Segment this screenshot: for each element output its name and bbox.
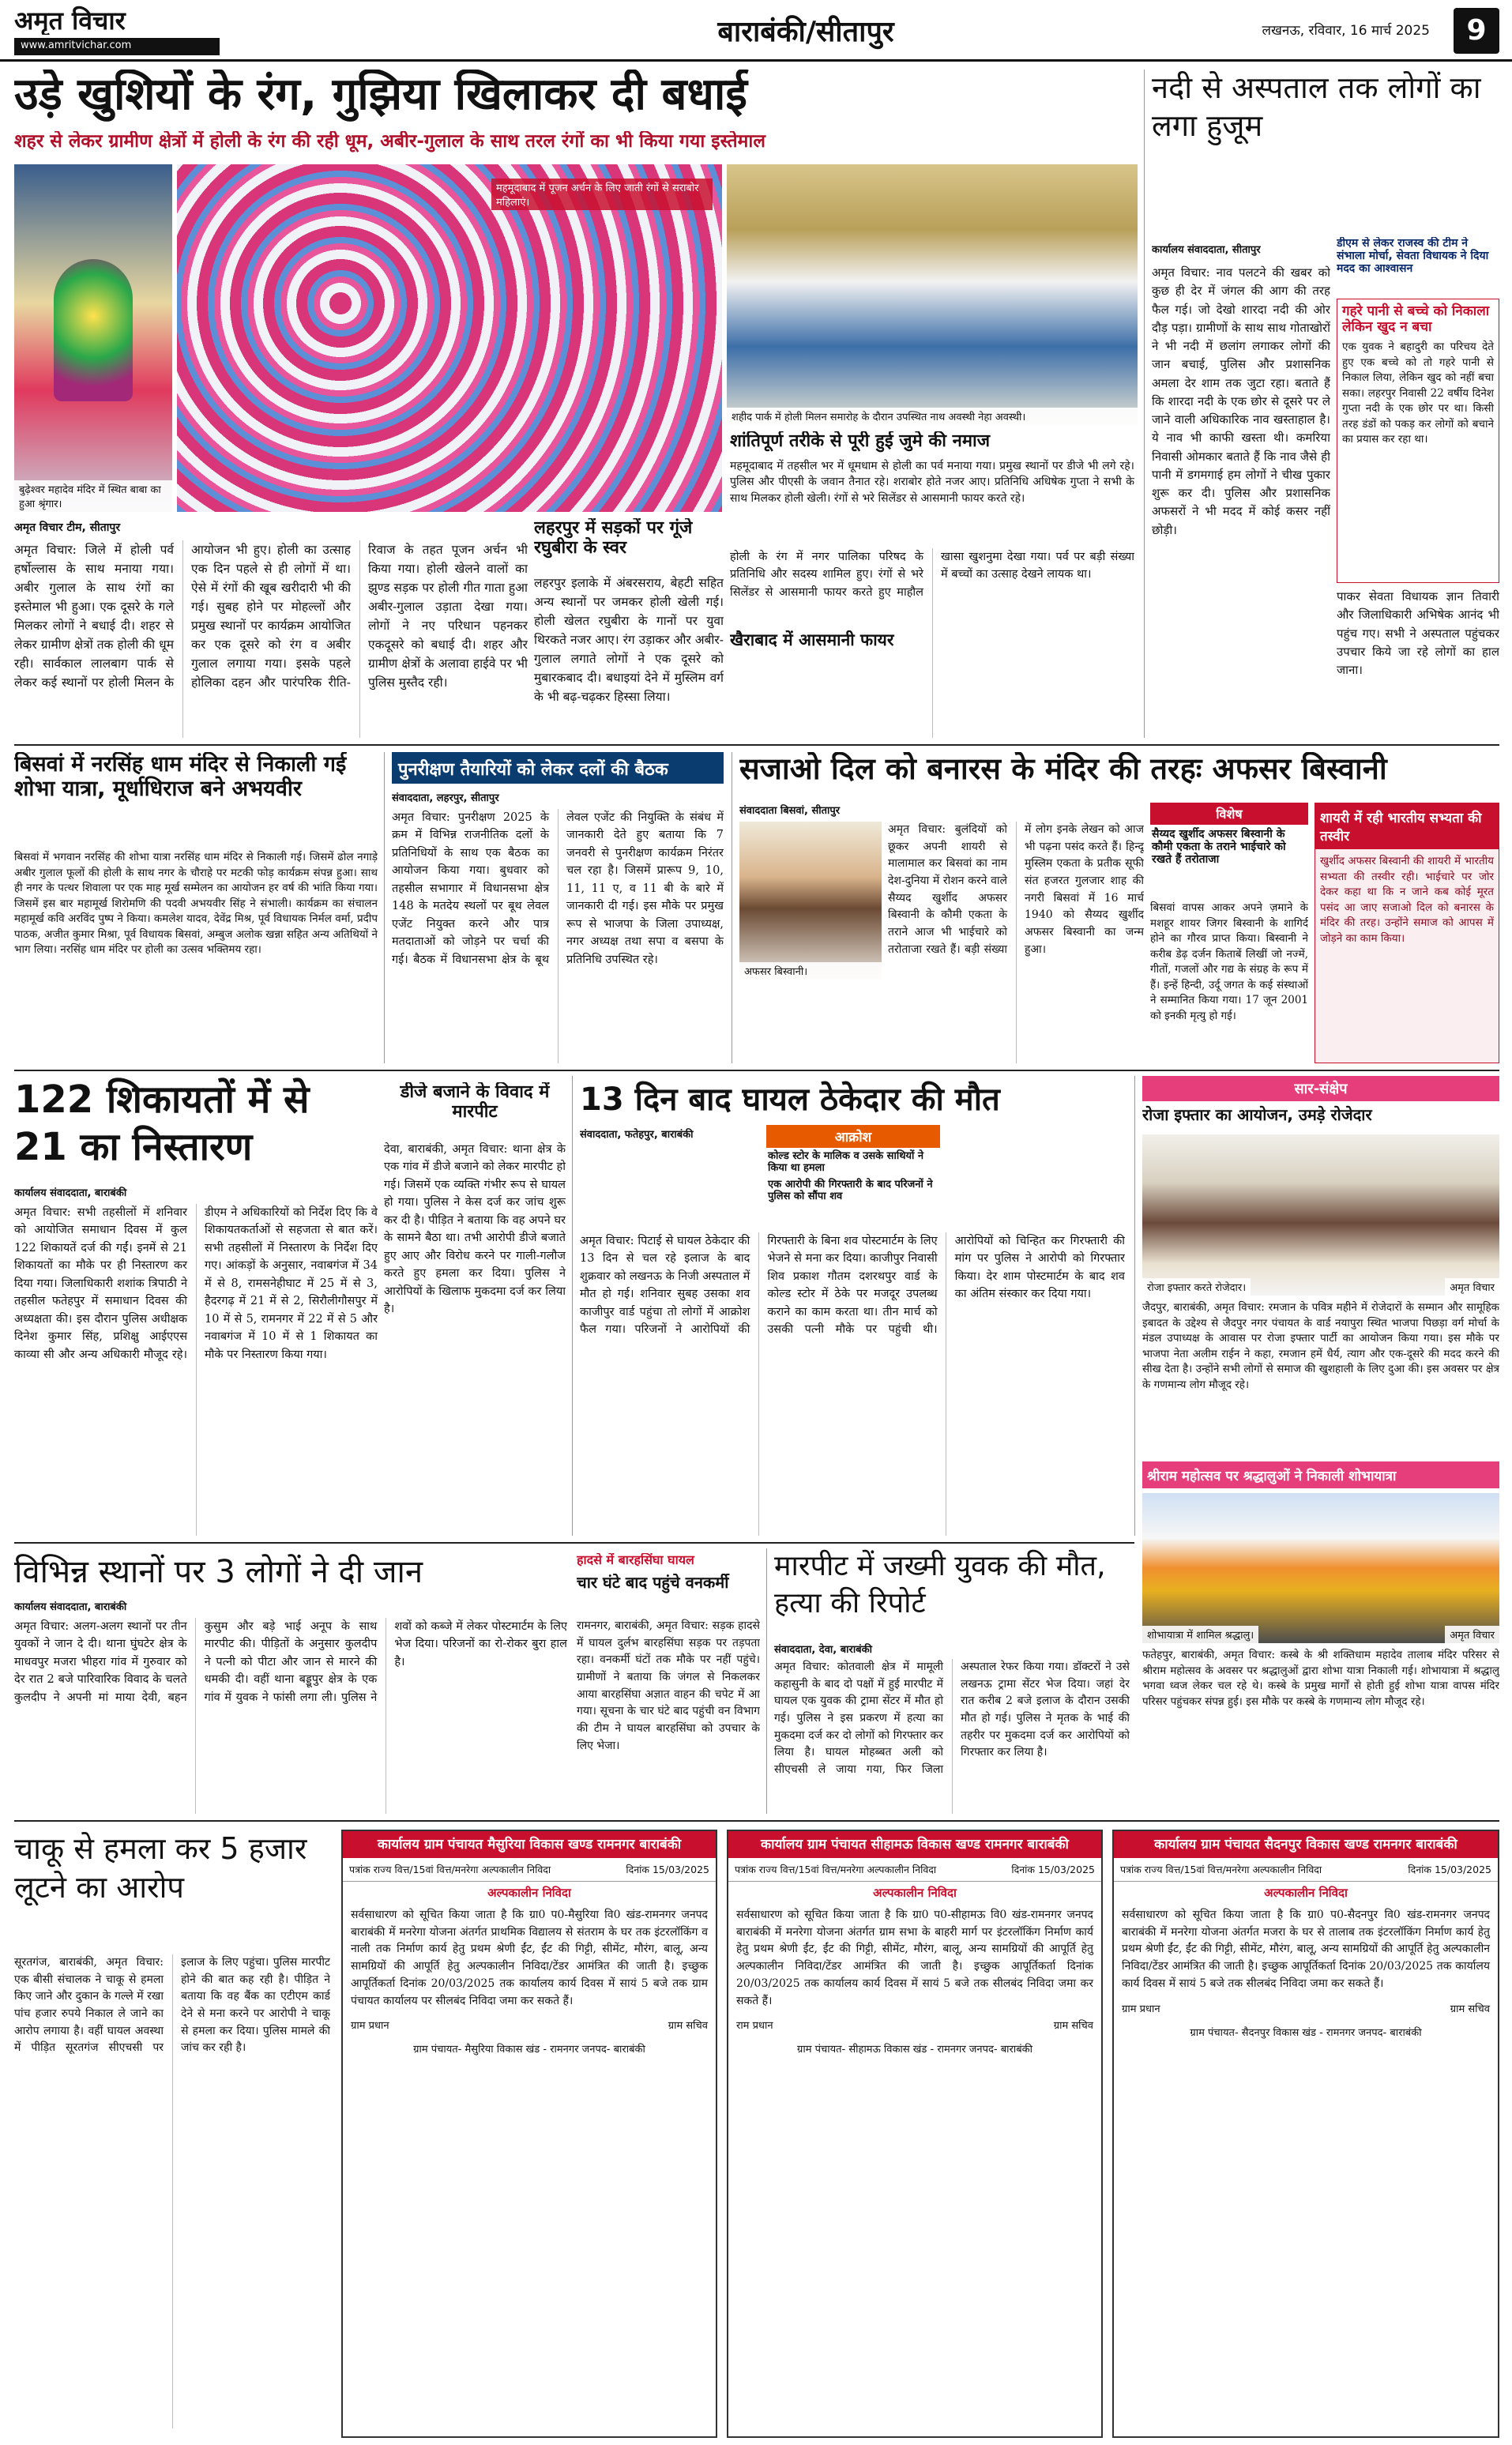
shobha-headline: श्रीराम महोत्सव पर श्रद्धालुओं ने निकाली शोभायात्रा	[1142, 1461, 1499, 1488]
laharpur-body: लहरपुर इलाके में अंबरसराय, बेहटी सहित अन्य स्थानों पर जमकर होली खेली गई। होली खेलत रघुबीरा के गानों पर युवा थिरकते नजर आए। रंग उड़ाकर और अबीर-गुलाल लगाते लोगों ने एक दूसरे को मुबारकबाद दी। बधाइयां देने में मुस्लिम वर्ग के भी बढ़-चढ़कर हिस्सा लिया।	[534, 576, 724, 705]
bisvani-portrait	[739, 822, 882, 980]
notice-body: सर्वसाधारण को सूचित किया जाता है कि ग्रा0 प0-मैसुरिया वि0 खंड-रामनगर जनपद बाराबंकी में मनरेगा योजना अंतर्गत प्राथमिक विद्यालय से संतराम के घर तक इंटरलॉकिंग व नाली तक निर्माण कार्य हेतु प्रथम श्रेणी ईंट, ईंट की गिट्टी, सीमेंट, मौरंग, बालू, अन्य सामग्रियों की आपूर्ति हेतु अल्पकालीन निविदा/टेंडर आमंत्रित की जाती है। इच्छुक आपूर्तिकर्ता दिनांक 20/03/2025 तक कार्यालय कार्य दिवस में सायं 5 बजे तक ग्राम पंचायत कार्यालय पर सीलबंद निविदा जमा कर सकते हैं।	[351, 1909, 708, 2007]
notice-subtitle: अल्पकालीन निविदा	[873, 1886, 957, 1901]
marpit-body: अमृत विचार: कोतवाली क्षेत्र में मामूली कहासुनी के बाद दो पक्षों में हुई मारपीट में घायल एक युवक की ट्रामा सेंटर में मौत हो गई। पुलिस ने इस प्रकरण में हत्या का मुकदमा दर्ज कर दो लोगों को गिरफ्तार कर लिया है। घायल मोहब्बत अली को सीएचसी ले जाया गया, फिर जिला अस्पताल रेफर किया गया। डॉक्टरों ने उसे लखनऊ ट्रामा सेंटर भेज दिया। जहां देर रात करीब 2 बजे इलाज के दौरान उसकी मौत हो गई। पुलिस ने मृतक के भाई की तहरीर पर मुकदमा दर्ज कर आरोपियों को गिरफ्तार कर लिया है।	[774, 1661, 1130, 1777]
punarikshan-byline: संवाददाता, लहरपुर, सीतापुर	[392, 792, 499, 804]
notice-signatures	[343, 2013, 716, 2037]
shobha-photo	[1142, 1493, 1499, 1643]
sign-left: राम प्रधान	[736, 2020, 773, 2033]
hadse-body: रामनगर, बाराबंकी, अमृत विचार: सड़क हादसे में घायल दुर्लभ बारहसिंघा सड़क पर तड़पता रहा। वनकर्मी घंटों तक मौके पर नहीं पहुंचे। ग्रामीणों ने बताया कि जंगल से निकलकर आया बारहसिंघा अज्ञात वाहन की चपेट में आ गया। सूचना के चार घंटे बाद पहुंची वन विभाग की टीम ने घायल बारहसिंघा को उपचार के लिए भेजा।	[577, 1619, 760, 1752]
hospital-kicker: डीएम से लेकर राजस्व की टीम ने संभाला मोर्चा, सेवता विधायक ने दिया मदद का आश्वासन	[1337, 237, 1489, 276]
akrosh-label: आक्रोश	[766, 1125, 940, 1148]
notice-heading: कार्यालय ग्राम पंचायत सैदनपुर विकास खण्ड रामनगर बाराबंकी	[1114, 1831, 1498, 1858]
complaints-byline: कार्यालय संवाददाता, बाराबंकी	[14, 1187, 127, 1199]
contractor-headline: 13 दिन बाद घायल ठेकेदार की मौत	[580, 1081, 1000, 1118]
sign-right: ग्राम सचिव	[1053, 2020, 1093, 2033]
namaz-headline: शांतिपूर्ण तरीके से पूरी हुई जुमे की नमाज	[730, 431, 991, 451]
photo-caption: अफसर बिस्वानी।	[739, 962, 882, 980]
holi-headline: उड़े खुशियों के रंग, गुझिया खिलाकर दी बधाई	[14, 70, 747, 120]
bisvani-special	[1150, 803, 1308, 897]
dj-body: देवा, बाराबंकी, अमृत विचार: थाना क्षेत्र के एक गांव में डीजे बजाने को लेकर मारपीट हो गई। जिसमें एक व्यक्ति गंभीर रूप से घायल हो गया। पुलिस ने केस दर्ज कर जांच शुरू कर दी है। पीड़ित ने बताया कि वह अपने घर के सामने बैठा था। तभी आरोपी डीजे बजाते हुए आए और विरोध करने पर गाली-गलौज करते हुए हमला कर दिया। पुलिस ने आरोपियों के खिलाफ मुकदमा दर्ज कर लिया है।	[384, 1143, 566, 1316]
notice-date: दिनांक 15/03/2025	[626, 1864, 709, 1876]
bisvani-box	[1315, 803, 1499, 1063]
special-label: विशेष	[1150, 803, 1308, 825]
notice-body: सर्वसाधारण को सूचित किया जाता है कि ग्रा0 प0-सैदनपुर वि0 खंड-रामनगर जनपद बाराबंकी में मनरेगा योजना अंतर्गत मजरा के घर से तालाब तक इंटरलॉकिंग निर्माण कार्य हेतु प्रथम श्रेणी ईंट, ईंट की गिट्टी, सीमेंट, मौरंग, बालू, अन्य सामग्रियों की आपूर्ति हेतु अल्पकालीन निविदा/टेंडर आमंत्रित की जाती है। इच्छुक आपूर्तिकर्ता दिनांक 20/03/2025 तक कार्यालय कार्य दिवस में सायं 5 बजे तक सीलबंद निविदा जमा कर सकते हैं।	[1122, 1909, 1490, 1990]
notice-footer: ग्राम पंचायत- मैसुरिया विकास खंड - रामनगर जनपद- बाराबंकी	[413, 2044, 645, 2056]
notice-subtitle: अल्पकालीन निविदा	[487, 1886, 571, 1901]
contractor-byline: संवाददाता, फतेहपुर, बाराबंकी	[580, 1129, 694, 1141]
tender-notice-sihamau	[727, 1830, 1103, 2438]
photo-credit: अमृत विचार	[1445, 1278, 1499, 1296]
akrosh-item: कोल्ड स्टोर के मालिक व उसके साथियों ने किया था हमला	[768, 1150, 924, 1174]
page-number: 9	[1454, 8, 1499, 54]
sign-left: ग्राम प्रधान	[351, 2020, 389, 2033]
punarikshan-headline: पुनरीक्षण तैयारियों को लेकर दलों की बैठक	[392, 752, 724, 784]
holi-photo-temple	[14, 164, 172, 512]
notice-heading: कार्यालय ग्राम पंचायत मैसुरिया विकास खण्ड रामनगर बाराबंकी	[343, 1831, 716, 1858]
holi-subhead: शहर से लेकर ग्रामीण क्षेत्रों में होली के रंग की रही धूम, अबीर-गुलाल के साथ तरल रंगों का भी किया गया इस्तेमाल	[14, 131, 765, 152]
marpit-headline: मारपीट में जख्मी युवक की मौत, हत्या की रिपोर्ट	[774, 1550, 1106, 1619]
tender-notice-maisuriya	[341, 1830, 717, 2438]
sign-right: ग्राम सचिव	[668, 2020, 708, 2033]
contractor-body: अमृत विचार: पिटाई से घायल ठेकेदार की 13 दिन से चल रहे इलाज के बाद शुक्रवार को लखनऊ के निजी अस्पताल में मौत हो गई। शनिवार सुबह उसका शव काजीपुर वार्ड पहुंचा तो लोगों में आक्रोश फैल गया। परिजनों ने आरोपियों की गिरफ्तारी के बिना शव पोस्टमार्टम के लिए भेजने से मना कर दिया। काजीपुर निवासी शिव प्रकाश गौतम दशरथपुर वार्ड के कोल्ड स्टोर में ठेके पर मजदूर उपलब्ध कराने का काम करता था। तीन मार्च को उसकी पत्नी मौके पर पहुंची थी। आरोपियों को चिन्हित कर गिरफ्तारी की मांग पर पुलिस ने आरोपी को गिरफ्तार किया। देर शाम पोस्टमार्टम के बाद शव का अंतिम संस्कार कर दिया गया।	[580, 1235, 1125, 1337]
photo-caption: महमूदाबाद में पूजन अर्चन के लिए जाती रंगों से सराबोर महिलाएं।	[491, 179, 713, 210]
hadse-kicker: हादसे में बारहसिंघा घायल	[577, 1553, 694, 1567]
hospital-headline: नदी से अस्पताल तक लोगों का लगा हुजूम	[1152, 70, 1481, 143]
three-lives-byline: कार्यालय संवाददाता, बाराबंकी	[14, 1601, 127, 1613]
photo-caption: बुढ़ेश्वर महादेव मंदिर में स्थित बाबा का हुआ श्रृंगार।	[14, 480, 172, 512]
namaz-body: महमूदाबाद में तहसील भर में धूमधाम से होली का पर्व मनाया गया। प्रमुख स्थानों पर डीजे भी लगे रहे। पुलिस और पीएसी के जवान तैनात रहे। शराबोर होते नजर आए। प्रतिनिधि अधिषेक गुप्ता ने सभी के साथ मिलकर होली खेली। रंगों से भरे सिलेंडर से आसमानी फायर करते रहे।	[730, 460, 1134, 505]
dateline: लखनऊ, रविवार, 16 मार्च 2025	[1262, 23, 1430, 39]
holi-photo-crowd	[177, 164, 722, 512]
notice-date: दिनांक 15/03/2025	[1011, 1864, 1095, 1876]
sign-right: ग्राम सचिव	[1450, 2003, 1490, 2015]
notice-footer: ग्राम पंचायत- सैदनपुर विकास खंड - रामनगर जनपद- बाराबंकी	[1190, 2026, 1422, 2039]
knife-headline: चाकू से हमला कर 5 हजार लूटने का आरोप	[14, 1831, 307, 1905]
saar-label: सार-संक्षेप	[1142, 1076, 1499, 1101]
notice-date: दिनांक 15/03/2025	[1408, 1864, 1491, 1876]
hospital-box-headline: गहरे पानी से बच्चे को निकाला लेकिन खुद न बचा	[1342, 303, 1490, 335]
photo-caption: रोजा इफ्तार करते रोजेदार।	[1142, 1278, 1251, 1296]
notice-ref: पत्रांक राज्य वित्त/15वां वित्त/मनरेगा अल्पकालीन निविदा	[349, 1864, 551, 1876]
akrosh-box	[766, 1125, 940, 1228]
notice-meta	[1114, 1858, 1498, 1882]
knife-body: सूरतगंज, बाराबंकी, अमृत विचार: एक बीसी संचालक ने चाकू से हमला किए जाने और दुकान के गल्ले में रखा पांच हजार रुपये निकाल ले जाने का आरोप लगाया है। वहीं घायल अवस्था में पीड़ित सूरतगंज सीएचसी पर इलाज के लिए पहुंचा। पुलिस मारपीट होने की बात कह रही है। पीड़ित ने बताया कि वह बैंक का एटीएम कार्ड देने से मना करने पर आरोपी ने चाकू से हमला कर दिया। पुलिस मामले की जांच कर रही है।	[14, 1956, 330, 2055]
shobha-body: फतेहपुर, बाराबंकी, अमृत विचार: कस्बे के श्री शक्तिधाम महादेव तालाब मंदिर परिसर से श्रीराम महोत्सव के अवसर पर श्रद्धालुओं द्वारा शोभा यात्रा निकाली गई। शोभायात्रा में श्रद्धालु भगवा ध्वज लेकर चल रहे थे। कस्बे के प्रमुख मार्गों से होती हुई शोभा यात्रा वापस मंदिर परिसर पहुंचकर संपन्न हुई। इस मौके पर कस्बे के गणमान्य लोग मौजूद रहे।	[1142, 1649, 1499, 1708]
hospital-body: अमृत विचार: नाव पलटने की खबर को कुछ ही देर में जंगल की आग की तरह फैल गई। जो देखो शारदा नदी की ओर दौड़ पड़ा। ग्रामीणों के साथ साथ गोताखोरों ने भी नदी में छलांग लगाकर लोगों की जान बचाई, पुलिस और प्रशासनिक अमला देर शाम तक जुटा रहा। बताते हैं कि शारदा नदी के एक छोर से दूसरे पर ले जाने वाली अधिकारिक नाव खस्ताहाल है। ये नाव भी काफी खस्ता थी। कमरिया निवासी ओमकार बताते हैं कि नाव जैसे ही पानी में डगमगाई हम लोगों ने चीख पुकार शुरू कर दी। पुलिस और प्रशासनिक अफसरों ने भी मदद में कोई कसर नहीं छोड़ी।	[1152, 265, 1330, 537]
marpit-byline: संवाददाता, देवा, बाराबंकी	[774, 1644, 873, 1656]
section-title: बाराबंकी/सीतापुर	[717, 16, 894, 48]
notice-footer: ग्राम पंचायत- सीहामऊ विकास खंड - रामनगर जनपद- बाराबंकी	[797, 2044, 1032, 2056]
notice-signatures	[1114, 1996, 1498, 2020]
notice-ref: पत्रांक राज्य वित्त/15वां वित्त/मनरेगा अल्पकालीन निविदा	[1120, 1864, 1322, 1876]
hospital-byline: कार्यालय संवाददाता, सीतापुर	[1152, 244, 1261, 256]
complaints-body: अमृत विचार: सभी तहसीलों में शनिवार को आयोजित समाधान दिवस में कुल 122 शिकायतें दर्ज की गईं। इनमें से 21 शिकायतों का मौके पर ही निस्तारण कर दिया गया। जिलाधिकारी शशांक त्रिपाठी ने तहसील फतेहपुर में समाधान दिवस की अध्यक्षता की। इस दौरान पुलिस अधीक्षक दिनेश कुमार सिंह, प्रशिक्षु आईएएस काव्या सी और अन्य अधिकारी मौजूद रहे। डीएम ने अधिकारियों को निर्देश दिए कि वे शिकायतकर्ताओं से सहजता से बात करें। सभी तहसीलों में निस्तारण के निर्देश दिए गए। आंकड़ों के अनुसार, नवाबगंज में 34 में से 8, रामसनेहीघाट में 25 में से 3, हैदरगढ़ में 21 में से 2, सिरौलीगौसपुर में 10 में से 5, रामनगर में 22 में से 5 और नवाबगंज में 10 में से 1 शिकायत का मौके पर निस्तारण किया गया।	[14, 1206, 378, 1361]
bisvani-body: अमृत विचार: बुलंदियों को छूकर अपनी शायरी से मालामाल कर बिसवां का नाम देश-दुनिया में रोशन करने वाले सैय्यद खुर्शीद अफसर बिस्वानी के कौमी एकता के तराने आज भी भाईचारे को तरोताजा रखते हैं। बड़ी संख्या में लोग इनके लेखन को आज भी पढ़ना पसंद करते हैं। हिन्दू मुस्लिम एकता के प्रतीक सूफी संत हजरत गुलजार शाह की नगरी बिसवां में 16 मार्च 1940 को सैय्यद खुर्शीद अफसर बिस्वानी का जन्म हुआ।	[888, 823, 1144, 956]
photo-caption: शहीद पार्क में होली मिलन समारोह के दौरान उपस्थित नाथ अवस्थी नेहा अवस्थी।	[727, 408, 1138, 425]
khairabad-headline: खैराबाद में आसमानी फायर	[730, 630, 894, 649]
complaints-headline: 122 शिकायतों में से 21 का निस्तारण	[14, 1078, 310, 1169]
three-lives-body: अमृत विचार: अलग-अलग स्थानों पर तीन युवकों ने जान दे दी। थाना घुंघटेर क्षेत्र के माधवपुर मजरा भीहरा गांव में गुरुवार को देर रात 2 बजे पारिवारिक विवाद के चलते कुलदीप ने अपनी मां माया देवी, बहन कुसुम और बड़े भाई अनूप के साथ मारपीट की। पीड़ितों के अनुसार कुलदीप ने पत्नी को पीटा और जान से मारने की धमकी दी। वहीं थाना बड्डूपुर क्षेत्र के एक गांव में युवक ने फांसी लगा ली। पुलिस ने शवों को कब्जे में लेकर पोस्टमार्टम के लिए भेज दिया। परिजनों का रो-रोकर बुरा हाल है।	[14, 1620, 567, 1704]
sign-left: ग्राम प्रधान	[1122, 2003, 1160, 2015]
website-link[interactable]: www.amritvichar.com	[14, 38, 220, 55]
masthead	[0, 0, 1512, 62]
tender-notice-saidanpur	[1112, 1830, 1499, 2438]
narsingh-headline: बिसवां में नरसिंह धाम मंदिर से निकाली गई शोभा यात्रा, मूर्धाधिराज बने अभयवीर	[14, 752, 347, 802]
bisvani-byline: संवाददाता बिसवां, सीतापुर	[739, 805, 841, 817]
hospital-box	[1337, 299, 1499, 583]
saar-headline: रोजा इफ्तार का आयोजन, उमड़े रोजेदार	[1142, 1105, 1372, 1124]
bisvani-box-body: खुर्शीद अफसर बिस्वानी की शायरी में भारतीय सभ्यता की तस्वीर रही। भाईचारे पर जोर देकर कहा था कि न जाने कब कोई मूरत पसंद आ जाए सजाओ दिल को बनारस के मंदिर की तरह। उन्होंने समाज को आपस में जोड़ने का काम किया।	[1320, 855, 1494, 945]
namaz-group-photo	[727, 164, 1138, 425]
notice-meta	[343, 1858, 716, 1882]
notice-signatures	[728, 2013, 1101, 2037]
notice-meta	[728, 1858, 1101, 1882]
notice-body: सर्वसाधारण को सूचित किया जाता है कि ग्रा0 प0-सीहामऊ वि0 खंड-रामनगर जनपद बाराबंकी में मनरेगा योजना अंतर्गत ग्राम सभा के बाहरी मार्ग पर इंटरलॉकिंग निर्माण कार्य हेतु प्रथम श्रेणी ईंट, ईंट की गिट्टी, सीमेंट, मौरंग, बालू, अन्य सामग्रियों की आपूर्ति हेतु अल्पकालीन निविदा/टेंडर आमंत्रित की जाती है। इच्छुक आपूर्तिकर्ता दिनांक 20/03/2025 तक कार्यालय कार्य दिवस में सायं 5 बजे तक सीलबंद निविदा जमा कर सकते हैं।	[736, 1909, 1093, 2007]
punarikshan-body: अमृत विचार: पुनरीक्षण 2025 के क्रम में विभिन्न राजनीतिक दलों के प्रतिनिधियों के साथ एक बैठक का आयोजन किया गया। बुधवार को तहसील सभागार में विधानसभा क्षेत्र 148 के मतदेय स्थलों पर बूथ लेवल एजेंट नियुक्त करने और पात्र मतदाताओं को जोड़ने पर चर्चा की गई। बैठक में विधानसभा क्षेत्र के बूथ लेवल एजेंट की नियुक्ति के संबंध में जानकारी देते हुए बताया कि 7 जनवरी से पुनरीक्षण कार्यक्रम निरंतर चल रहा है। जिसमें प्रारूप 9, 10, 11, 11 ए, व 11 बी के बारे में जानकारी दी गई। इस मौके पर प्रमुख रूप से भाजपा के जिला उपाध्यक्ष, नगर अध्यक्ष तथा सपा व बसपा के प्रतिनिधि उपस्थित रहे।	[392, 811, 724, 966]
narsingh-body: बिसवां में भगवान नरसिंह की शोभा यात्रा नरसिंह धाम मंदिर से निकाली गई। जिसमें ढोल नगाड़े अबीर गुलाल फूलों की होली के साथ नगर के चौराहे पर मटकी फोड़ कार्यक्रम संपन्न हुआ। साथ ही नगर के पत्थर शिवाला पर एक माह मूर्ख सम्मेलन का आयोजन हर वर्ष की भांति किया गया। जिसमें इस बार महामूर्ख शिरोमणि की पदवी अभयवीर सिंह ने संभाली। कार्यक्रम का संचालन महामूर्ख कवि अरविंद पुष्प ने किया। कमलेश यादव, देवेंद्र मिश्र, पूर्व विधायक निर्मल वर्मा, प्रदीप पाठक, अजीत कुमार मिश्रा, पूर्व विधायक बिसवां, अम्बुज अलोक खन्ना सहित अन्य अतिथियों ने भाग लिया। नरसिंह धाम मंदिर पर होली का उत्सव भक्तिमय रहा।	[14, 851, 378, 957]
dj-headline: डीजे बजाने के विवाद में मारपीट	[400, 1082, 550, 1123]
akrosh-item: एक आरोपी की गिरफ्तारी के बाद परिजनों ने पुलिस को सौंपा शव	[768, 1178, 933, 1202]
hospital-box-body: एक युवक ने बहादुरी का परिचय देते हुए एक बच्चे को तो गहरे पानी से निकाल लिया, लेकिन खुद को नहीं बचा सका। लहरपुर निवासी 22 वर्षीय दिनेश गुप्ता नदी के एक छोर पर था। किसी तरह डंडों को पकड़ कर लोगों को बचाने का प्रयास कर रहा था।	[1342, 340, 1494, 446]
notice-subtitle: अल्पकालीन निविदा	[1264, 1886, 1348, 1901]
hadse-headline: चार घंटे बाद पहुंचे वनकर्मी	[577, 1574, 729, 1592]
laharpur-headline: लहरपुर में सड़कों पर गूंजे रघुबीरा के स्वर	[534, 518, 693, 559]
saar-body: जैदपुर, बाराबंकी, अमृत विचार: रमजान के पवित्र महीने में रोजेदारों के सम्मान और सामूहिक इबादत के उद्देश्य से जैदपुर नगर पंचायत के वार्ड नयापुरा स्थित भाजपा पिछड़ा वर्ग मोर्चा के मंडल उपाध्यक्ष के आवास पर रोजा इफ्तार पार्टी का आयोजन किया गया। इस मौके पर भाजपा नेता अलीम राईन ने कहा, रमजान हमें धैर्य, त्याग और एक-दूसरे की मदद करने की सीख देता है। उन्होंने सभी लोगों से समाज की खुशहाली के लिए दुआ की। इस अवसर पर क्षेत्र के गणमान्य लोग मौजूद रहे।	[1142, 1301, 1499, 1391]
special-text: सैय्यद खुर्शीद अफसर बिस्वानी के कौमी एकता के तराने भाईचारे को रखते हैं तरोताजा	[1152, 828, 1286, 867]
khairabad-body: होली के रंग में नगर पालिका परिषद के प्रतिनिधि और सदस्य शामिल हुए। रंगों से भरे सिलेंडर से आसमानी फायर करते हुए माहौल खासा खुशनुमा देखा गया। पर्व पर बड़ी संख्या में बच्चों का उत्साह देखने लायक था।	[730, 551, 1134, 599]
iftar-photo	[1142, 1134, 1499, 1296]
notice-heading: कार्यालय ग्राम पंचायत सीहामऊ विकास खण्ड रामनगर बाराबंकी	[728, 1831, 1101, 1858]
hospital-body-continued: पाकर सेवता विधायक ज्ञान तिवारी और जिलाधिकारी अभिषेक आनंद भी पहुंच गए। सभी ने अस्पताल पहुंचकर उपचार किये जा रहे लोगों का हाल जाना।	[1337, 589, 1499, 677]
notice-ref: पत्रांक राज्य वित्त/15वां वित्त/मनरेगा अल्पकालीन निविदा	[735, 1864, 937, 1876]
photo-caption: शोभायात्रा में शामिल श्रद्धालु।	[1142, 1626, 1258, 1643]
bisvani-headline: सजाओ दिल को बनारस के मंदिर की तरहः अफसर बिस्वानी	[739, 752, 1387, 786]
holi-byline: अमृत विचार टीम, सीतापुर	[14, 521, 121, 534]
bisvani-column-body: बिसवां वापस आकर अपने ज़माने के मशहूर शायर जिगर बिस्वानी के शागिर्द होने का गौरव प्राप्त किया। बिस्वानी ने करीब डेढ़ दर्जन किताबें लिखीं जो नज्में, गीतों, गजलों और गद्य के संग्रह के रूप में हैं। इन्हें हिन्दी, उर्दू जगत के कई संस्थाओं ने सम्मानित किया गया। 17 जून 2001 को इनकी मृत्यु हो गई।	[1150, 901, 1308, 1022]
photo-credit: अमृत विचार	[1445, 1626, 1499, 1643]
holi-article-body: अमृत विचार: जिले में होली पर्व हर्षोल्लास के साथ मनाया गया। अबीर गुलाल के साथ रंगों का इस्तेमाल भी हुआ। एक दूसरे के गले मिलकर लोगों ने बधाई दी। शहर से लेकर ग्रामीण क्षेत्रों तक होली की धूम रही। सार्वकाल लालबाग पार्क से लेकर कई स्थानों पर होली मिलन के आयोजन भी हुए। होली का उत्साह एक दिन पहले से ही लोगों में था। ऐसे में रंगों की खूब खरीदारी भी की गई। सुबह होने पर मोहल्लों और प्रमुख स्थानों पर कार्यक्रम आयोजित कर एक दूसरे को रंग व अबीर गुलाल लगाया गया। इसके पहले होलिका दहन और पारंपरिक रीति-रिवाज के तहत पूजन अर्चन भी किया गया। होली खेलने वालों का झुण्ड सड़क पर होली गीत गाता हुआ अबीर-गुलाल उड़ाता देखा गया। लोगों ने नए परिधान पहनकर एकदूसरे को बधाई दी। शहर और ग्रामीण क्षेत्रों के अलावा हाईवे पर भी पुलिस मुस्तैद रही।	[14, 543, 528, 690]
three-lives-headline: विभिन्न स्थानों पर 3 लोगों ने दी जान	[14, 1554, 423, 1590]
paper-logo: अमृत विचार	[14, 6, 126, 35]
bisvani-box-headline: शायरी में रही भारतीय सभ्यता की तस्वीर	[1315, 803, 1499, 849]
